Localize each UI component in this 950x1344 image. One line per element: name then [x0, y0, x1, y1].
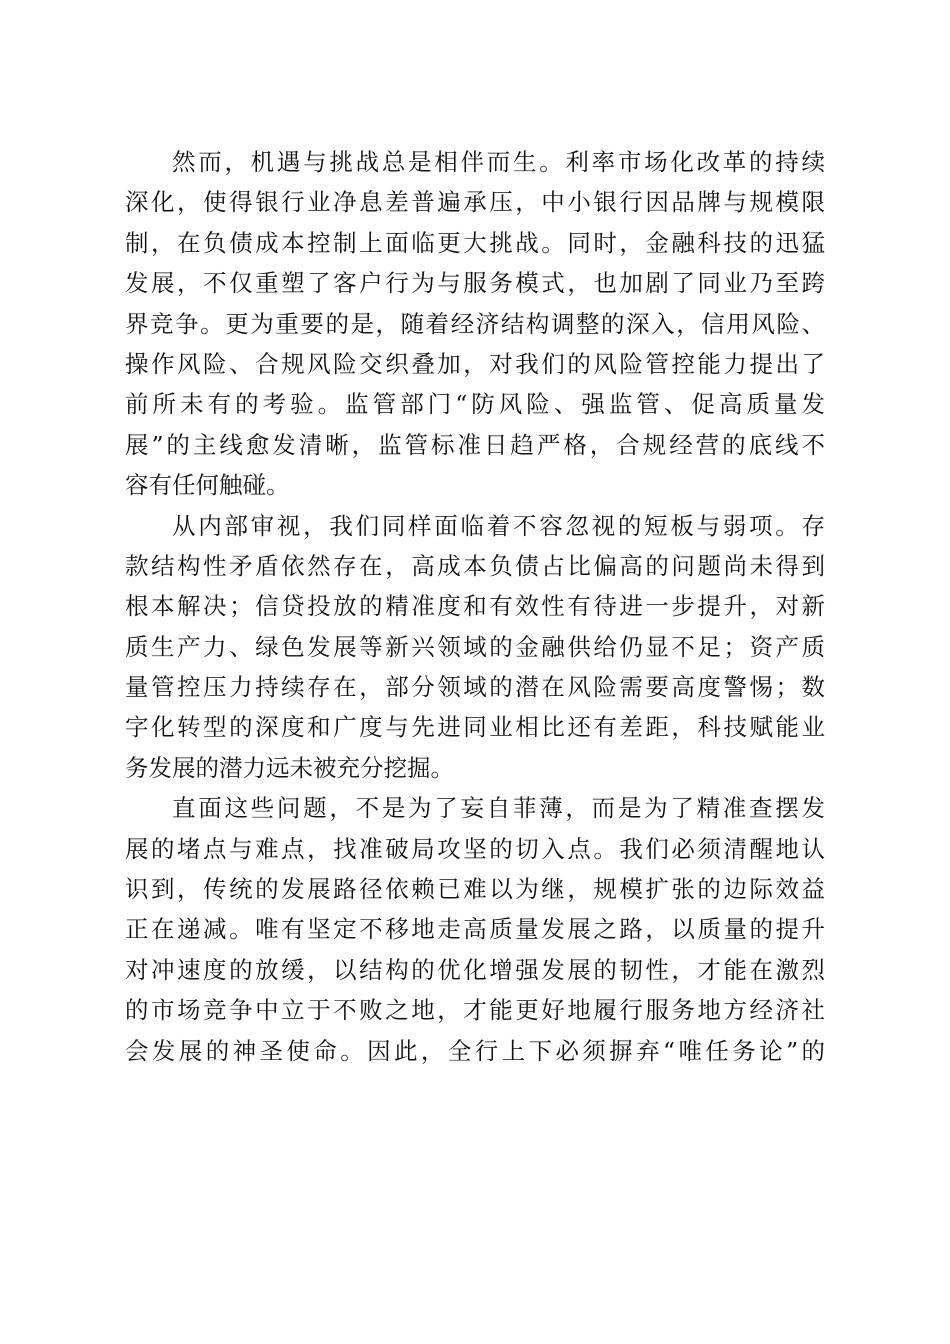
text-line: 量管控压力持续存在，部分领域的潜在风险需要高度警惕；数: [125, 673, 825, 702]
text-line: 字化转型的深度和广度与先进同业相比还有差距，科技赋能业: [125, 713, 825, 742]
text-line: 对冲速度的放缓，以结构的优化增强发展的韧性，才能在激烈: [125, 955, 825, 984]
text-line: 识到，传统的发展路径依赖已难以为继，规模扩张的边际效益: [125, 875, 825, 904]
text-line: 会发展的神圣使命。因此，全行上下必须摒弃“唯任务论”的: [125, 1036, 825, 1065]
text-line: 展的堵点与难点，找准破局攻坚的切入点。我们必须清醒地认: [125, 834, 825, 863]
text-line: 前所未有的考验。监管部门“防风险、强监管、促高质量发: [125, 390, 825, 419]
text-line: 正在递减。唯有坚定不移地走高质量发展之路，以质量的提升: [125, 915, 825, 944]
paragraph-facing-problems: [125, 788, 825, 1071]
text-line: 深化，使得银行业净息差普遍承压，中小银行因品牌与规模限: [125, 188, 825, 217]
text-line: 根本解决；信贷投放的精准度和有效性有待进一步提升，对新: [125, 592, 825, 621]
text-line: 从内部审视，我们同样面临着不容忽视的短板与弱项。存: [172, 511, 825, 540]
text-line: 然而，机遇与挑战总是相伴而生。利率市场化改革的持续: [172, 148, 825, 176]
text-line: 款结构性矛盾依然存在，高成本负债占比偏高的问题尚未得到: [125, 551, 825, 580]
text-line: 展”的主线愈发清晰，监管标准日趋严格，合规经营的底线不: [125, 430, 825, 459]
text-line: 的市场竞争中立于不败之地，才能更好地履行服务地方经济社: [125, 996, 825, 1025]
text-line: 制，在负债成本控制上面临更大挑战。同时，金融科技的迅猛: [125, 228, 825, 257]
text-line: 直面这些问题，不是为了妄自菲薄，而是为了精准查摆发: [172, 794, 825, 823]
text-line: 发展，不仅重塑了客户行为与服务模式，也加剧了同业乃至跨: [125, 269, 825, 298]
paragraph-internal-review: [125, 506, 825, 789]
text-line: 操作风险、合规风险交织叠加，对我们的风险管控能力提出了: [125, 349, 825, 378]
text-line: 质生产力、绿色发展等新兴领域的金融供给仍显不足；资产质: [125, 632, 825, 661]
document-body: [125, 142, 825, 1071]
text-line: 界竞争。更为重要的是，随着经济结构调整的深入，信用风险、: [125, 309, 825, 338]
paragraph-challenges: [125, 142, 825, 506]
text-line: 容有任何触碰。: [125, 471, 290, 500]
text-line: 务发展的潜力远未被充分挖掘。: [125, 753, 454, 782]
